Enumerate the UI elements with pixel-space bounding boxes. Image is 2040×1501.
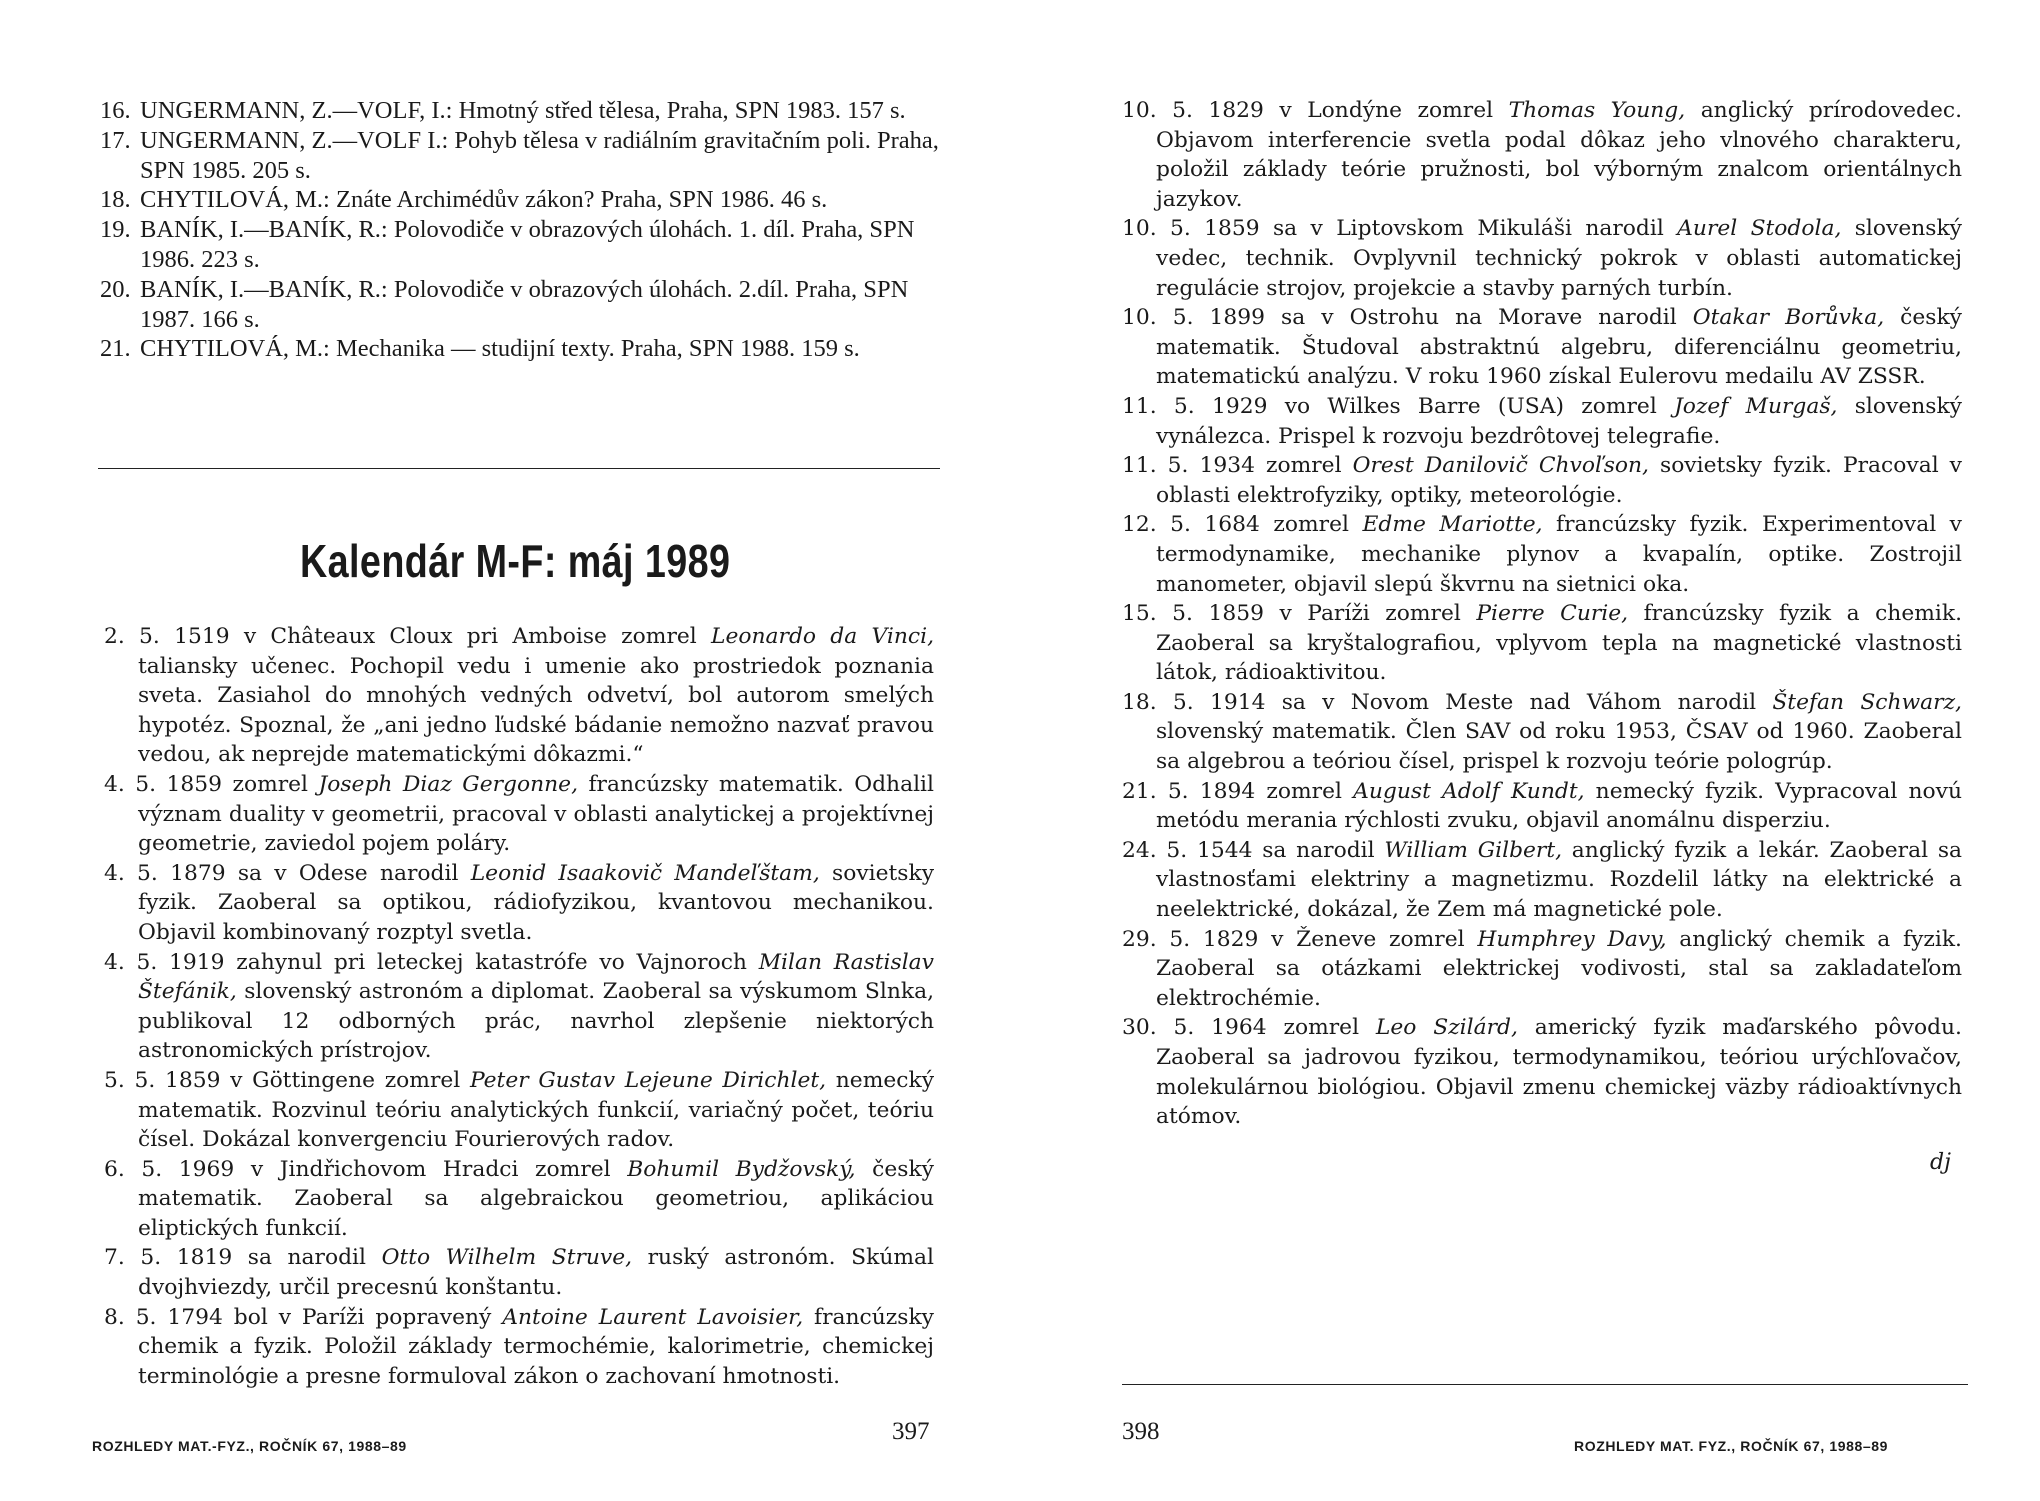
event-text: taliansky učenec. Pochopil vedu i umenie ako prostriedok poznania sveta. Zasiahol do mnohých vedných odvetví, bol autorom smelých hypotéz. Spoznal, že „ani jedno ľudské bádanie nemožno nazvať pravou vedou, ak neprejde matematickými dôkazmi.“ (138, 653, 934, 768)
event-text: bol v Paríži popravený (222, 1304, 503, 1330)
journal-footer-left: ROZHLEDY MAT.-FYZ., ROČNÍK 67, 1988–89 (92, 1438, 407, 1454)
reference-text: CHYTILOVÁ, M.: Mechanika — studijní texty. Praha, SPN 1988. 159 s. (140, 335, 860, 363)
event-text: sovietsky fyzik. Zaoberal sa optikou, rádiofyzikou, kvantovou mechanikou. Objavil kombinovaný rozptyl svetla. (138, 860, 935, 945)
calendar-event (1122, 392, 1962, 451)
event-person: Joseph Diaz Gergonne, (318, 771, 579, 797)
author-signature: dj (1930, 1150, 1951, 1175)
event-date: 8. 5. 1794 (104, 1304, 223, 1330)
reference-number: 18. (100, 186, 131, 214)
event-text: sa v Liptovskom Mikuláši narodil (1259, 216, 1678, 242)
event-text: sa v Odese narodil (225, 860, 471, 886)
event-date: 11. 5. 1929 (1122, 393, 1268, 419)
calendar-event (1122, 836, 1962, 925)
reference-text: UNGERMANN, Z.—VOLF, I.: Hmotný střed tělesa, Praha, SPN 1983. 157 s. (140, 97, 906, 124)
calendar-event (104, 1155, 934, 1244)
page-number-right: 398 (1122, 1418, 1160, 1445)
event-text: francúzsky matematik. Odhalil význam duality v geometrii, pracoval v oblasti analytickej a projektívnej geometrie, zaviedol pojem poláry. (138, 771, 934, 857)
event-text: sa narodil (232, 1245, 382, 1271)
reference-item (100, 275, 940, 335)
reference-number: 16. (100, 97, 131, 124)
event-text: francúzsky fyzik a chemik. Zaoberal sa kryštalografiou, vplyvom tepla na magnetické vlastnosti látok, rádioaktivitou. (1156, 601, 1963, 686)
event-person: William Gilbert, (1384, 837, 1563, 863)
event-person: Otakar Borůvka, (1692, 305, 1885, 331)
event-person: Pierre Curie, (1476, 601, 1629, 627)
event-person: Humphrey Davy, (1477, 926, 1667, 952)
event-date: 18. 5. 1914 (1122, 689, 1266, 715)
event-text: slovenský vedec, technik. Ovplyvnil technický pokrok v oblasti automatickej regulácie strojov, projekcie a stavby parných turbín. (1156, 216, 1962, 301)
event-text: v Châteaux Cloux pri Amboise zomrel (229, 624, 712, 649)
reference-number: 20. (100, 275, 131, 303)
calendar-event (104, 1066, 934, 1155)
event-date: 6. 5. 1969 (104, 1156, 235, 1182)
calendar-events-right (1122, 96, 1962, 1132)
calendar-event (104, 622, 934, 770)
event-date: 10. 5. 1829 (1122, 98, 1264, 123)
event-person: Leonid Isaakovič Mandeľštam, (470, 860, 820, 886)
event-person: Štefan Schwarz, (1772, 689, 1962, 715)
calendar-event (1122, 777, 1962, 836)
calendar-event (1122, 1013, 1962, 1131)
calendar-event (1122, 599, 1962, 688)
event-date: 5. 5. 1859 (104, 1067, 221, 1093)
event-text: anglický prírodovedec. Objavom interferencie svetla podal dôkaz jeho vlnového charakteru, položil základy teórie pružnosti, bol výborným znalcom orientálnych jazykov. (1156, 98, 1962, 212)
calendar-event (104, 770, 934, 859)
calendar-event (104, 859, 934, 948)
event-text: nemecký matematik. Rozvinul teóriu analytických funkcií, variačný počet, teóriu čísel. Dokázal konvergenciu Fourierových radov. (138, 1067, 935, 1153)
event-text: český matematik. Študoval abstraktnú algebru, diferenciálnu geometriu, matematickú analýzu. V roku 1960 získal Eulerovu medailu AV ZSSR. (1156, 305, 1962, 390)
calendar-event (1122, 510, 1962, 599)
reference-item (100, 215, 940, 275)
footnote-divider (1122, 1384, 1968, 1385)
event-text: slovenský matematik. Člen SAV od roku 1953, ČSAV od 1960. Zaoberal sa algebrou a teóriou čísel, prispel k rozvoju teórie pologrúp. (1156, 719, 1962, 775)
event-date: 10. 5. 1899 (1122, 305, 1266, 331)
calendar-event (104, 1303, 934, 1392)
calendar-event (1122, 925, 1962, 1014)
event-date: 4. 5. 1919 (104, 949, 225, 975)
event-date: 11. 5. 1934 (1122, 453, 1255, 479)
page-number-left: 397 (892, 1418, 930, 1445)
event-person: Bohumil Bydžovský, (627, 1156, 856, 1182)
event-text: sovietsky fyzik. Pracoval v oblasti elektrofyziky, optiky, meteorológie. (1156, 453, 1962, 508)
event-person: Orest Danilovič Chvoľson, (1352, 453, 1649, 479)
event-text: sa v Novom Meste nad Váhom narodil (1265, 689, 1773, 715)
event-date: 10. 5. 1859 (1122, 216, 1260, 242)
reference-text: BANÍK, I.—BANÍK, R.: Polovodiče v obrazových úlohách. 1. díl. Praha, SPN 1986. 223 s. (140, 216, 915, 273)
event-person: Milan Rastislav Štefánik, (138, 949, 934, 1005)
event-text: americký fyzik maďarského pôvodu. Zaoberal sa jadrovou fyzikou, termodynamikou, teóriou urýchľovačov, molekulárnou biológiou. Objavil zmenu chemickej väzby rádioaktívnych atómov. (1156, 1015, 1962, 1130)
calendar-event (104, 1243, 934, 1302)
event-text: francúzsky chemik a fyzik. Položil základy termochémie, kalorimetrie, chemickej terminológie a presne formuloval zákon o zachovaní hmotnosti. (138, 1304, 934, 1389)
event-text: v Londýne zomrel (1263, 98, 1509, 123)
event-person: Peter Gustav Lejeune Dirichlet, (469, 1067, 827, 1093)
event-date: 7. 5. 1819 (104, 1245, 233, 1271)
reference-text: BANÍK, I.—BANÍK, R.: Polovodiče v obrazových úlohách. 2.díl. Praha, SPN 1987. 166 s. (140, 275, 909, 333)
event-text: v Göttingene zomrel (220, 1067, 470, 1093)
calendar-title: Kalendár M-F: máj 1989 (300, 535, 731, 587)
event-person: Otto Wilhelm Struve, (381, 1245, 633, 1271)
event-text: vo Wilkes Barre (USA) zomrel (1267, 393, 1675, 419)
event-text: anglický chemik a fyzik. Zaoberal sa otázkami elektrickej vodivosti, stal sa zakladateľom elektrochémie. (1156, 926, 1962, 1011)
event-text: v Ženeve zomrel (1258, 926, 1478, 952)
event-text: anglický fyzik a lekár. Zaoberal sa vlastnosťami elektriny a magnetizmu. Rozdelil látky na elektrické a neelektrické, dokázal, že Zem má magnetické pole. (1156, 837, 1963, 923)
event-date: 29. 5. 1829 (1122, 926, 1259, 952)
reference-item (100, 185, 940, 215)
event-text: zomrel (1259, 512, 1363, 538)
event-text: slovenský vynálezca. Prispel k rozvoju bezdrôtovej telegrafie. (1156, 393, 1962, 449)
event-person: Leo Szilárd, (1375, 1015, 1518, 1041)
event-text: zomrel (1255, 778, 1354, 804)
event-text: v Paríži zomrel (1263, 601, 1477, 627)
event-text: zomrel (222, 771, 319, 797)
calendar-event (1122, 96, 1962, 214)
event-text: sa v Ostrohu na Morave narodil (1265, 305, 1693, 331)
calendar-event (1122, 303, 1962, 392)
event-text: v Jindřichovom Hradci zomrel (234, 1156, 628, 1182)
event-date: 24. 5. 1544 (1122, 837, 1253, 863)
event-text: nemecký fyzik. Vypracoval novú metódu merania rýchlosti zvuku, objavil anomálnu disperziu. (1156, 778, 1962, 834)
reference-item (100, 126, 940, 186)
event-text: ruský astronóm. Skúmal dvojhviezdy, určil precesnú konštantu. (138, 1245, 934, 1301)
calendar-event (1122, 214, 1962, 303)
reference-text: UNGERMANN, Z.—VOLF I.: Pohyb tělesa v radiálním gravitačním poli. Praha, SPN 1985. 205 s. (140, 126, 939, 184)
calendar-event (104, 948, 934, 1066)
journal-footer-right: ROZHLEDY MAT. FYZ., ROČNÍK 67, 1988–89 (1574, 1438, 1889, 1454)
calendar-event (1122, 688, 1962, 777)
event-person: Thomas Young, (1508, 98, 1686, 123)
event-text: zahynul pri leteckej katastrófe vo Vajnoroch (224, 949, 759, 975)
event-text: slovenský astronóm a diplomat. Zaoberal sa výskumom Slnka, publikoval 12 odborných prác, navrhol zlepšenie niektorých astronomických prístrojov. (138, 979, 934, 1064)
event-date: 12. 5. 1684 (1122, 512, 1260, 538)
event-text: francúzsky fyzik. Experimentoval v termodynamike, mechanike plynov a kvapalín, optike. Zostrojil manometer, objavil slepú škvrnu na sietnici oka. (1156, 512, 1962, 597)
event-date: 15. 5. 1859 (1122, 601, 1264, 627)
event-date: 4. 5. 1859 (104, 771, 222, 797)
event-date: 2. 5. 1519 (104, 624, 230, 649)
event-person: Leonardo da Vinci, (711, 624, 934, 649)
reference-text: CHYTILOVÁ, M.: Znáte Archimédův zákon? Praha, SPN 1986. 46 s. (140, 186, 828, 214)
event-person: Antoine Laurent Lavoisier, (502, 1304, 804, 1330)
event-date: 21. 5. 1894 (1122, 778, 1256, 804)
reference-list (100, 96, 940, 364)
reference-item (100, 334, 940, 364)
calendar-event (1122, 451, 1962, 510)
event-text: český matematik. Zaoberal sa algebraickou geometriou, aplikáciou eliptických funkcií. (138, 1156, 935, 1241)
event-text: sa narodil (1252, 837, 1385, 863)
event-person: Aurel Stodola, (1677, 216, 1842, 242)
event-date: 30. 5. 1964 (1122, 1015, 1267, 1041)
calendar-events-left (104, 622, 934, 1391)
reference-number: 19. (100, 216, 131, 244)
reference-item (100, 96, 940, 126)
event-person: August Adolf Kundt, (1353, 778, 1585, 804)
event-person: Edme Mariotte, (1362, 512, 1543, 538)
event-date: 4. 5. 1879 (104, 860, 226, 886)
event-person: Jozef Murgaš, (1674, 393, 1838, 419)
section-divider (98, 468, 940, 469)
reference-number: 21. (100, 335, 131, 363)
reference-number: 17. (100, 126, 131, 154)
event-text: zomrel (1254, 453, 1353, 479)
event-text: zomrel (1266, 1015, 1376, 1041)
